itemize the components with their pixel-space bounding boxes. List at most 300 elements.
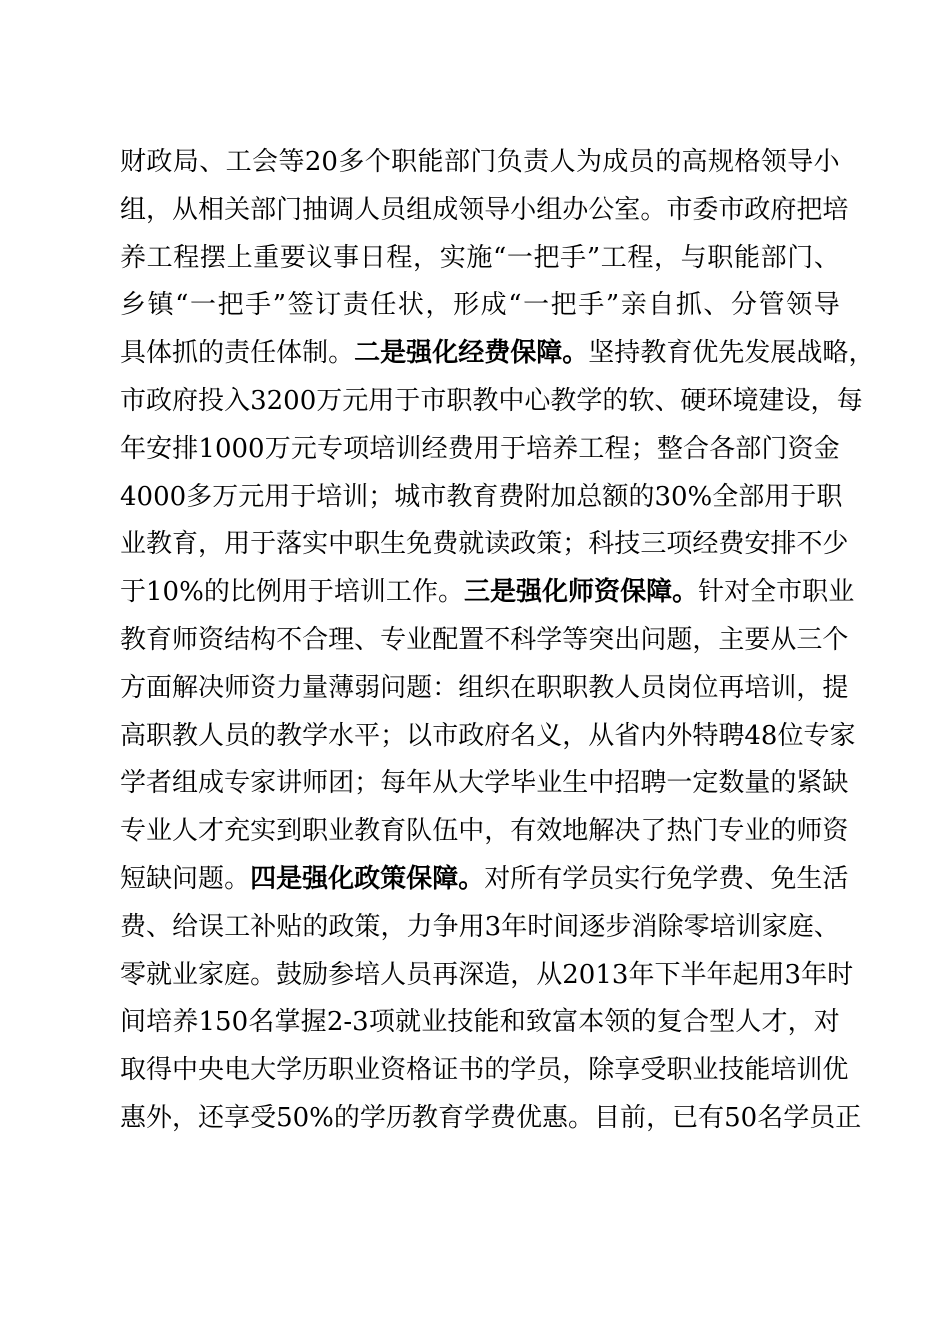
text-char: 除 <box>657 911 684 942</box>
text-char: 部 <box>443 147 470 177</box>
text-char: 取 <box>120 1055 147 1086</box>
text-char: 三 <box>796 624 823 655</box>
text-char: 年 <box>406 768 433 799</box>
bold-heading-char: 强 <box>406 338 433 369</box>
text-char: 贴 <box>276 911 303 942</box>
bold-heading-char: 经 <box>458 338 485 369</box>
text-char: 名 <box>510 720 537 751</box>
text-char: 1000 <box>198 433 265 464</box>
text-char: 培 <box>526 433 553 464</box>
text-char: 公 <box>588 194 615 225</box>
text-char: 教 <box>146 529 173 560</box>
text-char: 招 <box>614 768 641 799</box>
text-char: ， <box>510 959 537 990</box>
text-char: 、 <box>146 911 173 942</box>
text-char: 一 <box>190 290 217 321</box>
text-char: 专 <box>718 816 745 847</box>
text-char: 职 <box>816 481 843 512</box>
text-char: 名 <box>757 1102 784 1133</box>
text-char: 庭 <box>224 959 251 990</box>
text-char: 加 <box>550 481 577 512</box>
text-char: 体 <box>146 338 173 369</box>
text-char: 于 <box>307 577 334 608</box>
bold-heading-char: 是 <box>276 863 303 894</box>
text-char: 职 <box>302 816 329 847</box>
text-char: 活 <box>822 863 849 894</box>
text-char: 才 <box>198 816 225 847</box>
text-char: 庭 <box>787 911 814 942</box>
text-char: 的 <box>333 1102 360 1133</box>
text-char: ； <box>354 768 381 799</box>
text-char: 年 <box>501 911 528 942</box>
text-line <box>120 139 840 187</box>
text-char: 题 <box>666 624 693 655</box>
text-char: 用 <box>458 911 485 942</box>
text-char: 理 <box>328 624 355 655</box>
text-char: 比 <box>229 577 256 608</box>
text-char: 受 <box>250 1102 277 1133</box>
text-line <box>120 760 849 808</box>
text-char: 政 <box>146 385 173 416</box>
text-char: 资 <box>380 1055 407 1086</box>
text-char: 业 <box>406 624 433 655</box>
text-char: 科 <box>588 529 615 560</box>
text-char: 训 <box>796 1055 823 1086</box>
text-char: 专 <box>803 720 830 751</box>
text-char: 为 <box>575 147 602 177</box>
text-char: 逐 <box>579 911 606 942</box>
text-char: 养 <box>120 242 147 273</box>
bold-heading-char: 四 <box>250 863 277 894</box>
text-char: 优 <box>822 1055 849 1086</box>
text-char: 学 <box>302 720 329 751</box>
text-char: 把 <box>533 242 560 273</box>
text-char: 惠 <box>542 1102 569 1133</box>
text-char: 间 <box>120 1007 147 1038</box>
text-char: 量 <box>302 672 329 703</box>
text-char: 员 <box>406 959 433 990</box>
text-char: 元 <box>342 385 369 416</box>
text-line <box>120 856 849 904</box>
text-line <box>120 474 843 522</box>
text-char: ； <box>380 720 407 751</box>
text-char: 训 <box>342 481 369 512</box>
text-char: 央 <box>198 1055 225 1086</box>
text-char: 事 <box>333 242 360 273</box>
text-char: 力 <box>406 911 433 942</box>
text-char: ， <box>562 1055 589 1086</box>
text-char: 解 <box>588 816 615 847</box>
text-char: 人 <box>549 147 576 177</box>
text-char: 亲 <box>620 290 647 321</box>
text-char: 育 <box>380 816 407 847</box>
text-char: 师 <box>224 672 251 703</box>
text-char: 组 <box>458 672 485 703</box>
text-char: 的 <box>770 768 797 799</box>
text-char: 实 <box>439 242 466 273</box>
text-line <box>120 1095 862 1143</box>
text-char: 策 <box>354 911 381 942</box>
text-char: 部 <box>250 194 277 225</box>
text-char: 间 <box>553 911 580 942</box>
text-char: 热 <box>666 816 693 847</box>
text-char: 程 <box>173 242 200 273</box>
text-char: 培 <box>709 911 736 942</box>
bold-heading-char: 二 <box>354 338 381 369</box>
text-char: 人 <box>172 816 199 847</box>
text-char: 历 <box>302 1055 329 1086</box>
text-char: ， <box>654 242 681 273</box>
text-char: 惠 <box>120 1102 147 1133</box>
text-char: 安 <box>146 433 173 464</box>
text-char: 策 <box>536 529 563 560</box>
text-char: 持 <box>614 338 641 369</box>
text-char: 整 <box>656 433 683 464</box>
text-char: 中 <box>588 768 615 799</box>
text-char: 岗 <box>666 672 693 703</box>
text-char: 中 <box>172 1055 199 1086</box>
text-char: 任 <box>370 290 397 321</box>
text-char: 享 <box>614 1055 641 1086</box>
text-char: 短 <box>120 863 147 894</box>
text-char: 略 <box>822 338 849 369</box>
text-char: 中 <box>458 816 485 847</box>
text-char: 高 <box>681 147 708 177</box>
text-char: 2013 <box>562 959 629 990</box>
text-char: 时 <box>527 911 554 942</box>
text-char: 员 <box>224 720 251 751</box>
text-char: ， <box>425 290 452 321</box>
text-char: 一 <box>506 242 533 273</box>
text-char: “ <box>175 290 189 321</box>
text-char: 投 <box>198 385 225 416</box>
text-char: 。 <box>224 863 251 894</box>
text-char: 工 <box>224 911 251 942</box>
text-char: 总 <box>576 481 603 512</box>
text-char: 资 <box>787 433 814 464</box>
text-char: 教 <box>446 481 473 512</box>
text-char: 市 <box>776 577 803 608</box>
text-char: 境 <box>732 385 759 416</box>
bold-heading-char: 策 <box>380 863 407 894</box>
text-char: ， <box>810 385 837 416</box>
text-char: 鼓 <box>276 959 303 990</box>
text-char: 不 <box>276 624 303 655</box>
text-char: 项 <box>343 433 370 464</box>
text-char: 于 <box>290 481 317 512</box>
text-char: 门 <box>692 816 719 847</box>
text-line <box>120 1047 849 1095</box>
text-char: 得 <box>146 1055 173 1086</box>
text-char: 前 <box>620 1102 647 1133</box>
text-char: 城 <box>394 481 421 512</box>
text-char: 富 <box>552 1007 579 1038</box>
text-char: 量 <box>744 768 771 799</box>
text-char: 、 <box>813 242 840 273</box>
bold-heading-char: 。 <box>458 863 485 894</box>
text-char: 业 <box>354 1055 381 1086</box>
text-char: 组 <box>536 194 563 225</box>
text-char: 全 <box>712 481 739 512</box>
text-char: 自 <box>648 290 675 321</box>
text-line <box>120 617 849 665</box>
text-char: 2-3 <box>326 1007 369 1038</box>
text-char: 门 <box>787 242 814 273</box>
text-char: 少 <box>822 529 849 560</box>
text-char: 除 <box>588 1055 615 1086</box>
text-char: 多 <box>186 481 213 512</box>
text-char: 业 <box>744 816 771 847</box>
text-char: 以 <box>406 720 433 751</box>
text-char: 成 <box>602 147 629 177</box>
text-char: 门 <box>470 147 497 177</box>
text-char: 人 <box>354 194 381 225</box>
text-char: 内 <box>640 720 667 751</box>
bold-heading-char: 化 <box>542 577 569 608</box>
text-char: 从 <box>432 768 459 799</box>
text-char: 等 <box>562 624 589 655</box>
text-char: 抽 <box>302 194 329 225</box>
text-char: 小 <box>813 147 840 177</box>
text-char: 部 <box>738 481 765 512</box>
text-char: 外 <box>666 720 693 751</box>
text-char: 问 <box>172 863 199 894</box>
text-char: 职 <box>328 1055 355 1086</box>
text-char: 30% <box>654 481 713 512</box>
text-char: 门 <box>761 433 788 464</box>
text-char: 享 <box>224 1102 251 1133</box>
text-char: 定 <box>692 768 719 799</box>
text-char: 步 <box>605 911 632 942</box>
text-char: 有 <box>536 863 563 894</box>
text-char: 50 <box>724 1102 758 1133</box>
text-char: 金 <box>813 433 840 464</box>
text-char: 训 <box>735 911 762 942</box>
text-char: 技 <box>718 1055 745 1086</box>
text-char: 技 <box>447 1007 474 1038</box>
text-char: 造 <box>484 959 511 990</box>
text-char: 用 <box>264 481 291 512</box>
text-char: 实 <box>614 863 641 894</box>
text-char: 费 <box>432 529 459 560</box>
text-char: 位 <box>692 672 719 703</box>
text-char: 织 <box>484 672 511 703</box>
text-char: 名 <box>248 1007 275 1038</box>
text-char: 职 <box>536 672 563 703</box>
text-char: 入 <box>224 385 251 416</box>
text-char: 育 <box>437 1102 464 1133</box>
bold-heading-char: 强 <box>516 577 543 608</box>
text-char: 的 <box>655 147 682 177</box>
text-char: 员 <box>380 194 407 225</box>
text-char: 资 <box>250 672 277 703</box>
text-char: 每 <box>380 768 407 799</box>
text-char: 优 <box>516 1102 543 1133</box>
text-char: 费 <box>498 481 525 512</box>
text-char: 教 <box>172 720 199 751</box>
text-char: 团 <box>328 768 355 799</box>
text-char: 形 <box>453 290 480 321</box>
text-char: 导 <box>484 194 511 225</box>
text-char: 员 <box>809 1102 836 1133</box>
text-char: 排 <box>770 529 797 560</box>
text-char: 、 <box>354 624 381 655</box>
text-char: 手 <box>245 290 272 321</box>
text-char: 费 <box>120 911 147 942</box>
text-char: 的 <box>602 385 629 416</box>
text-char: 给 <box>172 911 199 942</box>
text-char: 实 <box>302 529 329 560</box>
text-char: 、 <box>654 385 681 416</box>
text-char: 年 <box>628 959 655 990</box>
text-char: 3 <box>784 959 802 990</box>
text-char: 软 <box>628 385 655 416</box>
text-char: 与 <box>680 242 707 273</box>
text-char: 。 <box>640 194 667 225</box>
text-char: 家 <box>829 720 856 751</box>
text-char: 能 <box>473 1007 500 1038</box>
text-char: 面 <box>146 672 173 703</box>
text-char: 建 <box>758 385 785 416</box>
text-char: 领 <box>786 290 813 321</box>
text-char: 高 <box>120 720 147 751</box>
text-char: ， <box>380 911 407 942</box>
text-char: 缺 <box>822 768 849 799</box>
text-char: 学 <box>536 624 563 655</box>
text-char: 全 <box>750 577 777 608</box>
text-char: 市 <box>420 481 447 512</box>
text-char: 平 <box>354 720 381 751</box>
text-char: 导 <box>813 290 840 321</box>
text-line <box>120 378 863 426</box>
text-char: 职 <box>446 385 473 416</box>
text-char: 就 <box>146 959 173 990</box>
text-char: 万 <box>212 481 239 512</box>
text-char: 经 <box>692 529 719 560</box>
text-char: 职 <box>562 672 589 703</box>
text-char: 年 <box>801 959 828 990</box>
text-char: 员 <box>588 863 615 894</box>
text-char: 历 <box>385 1102 412 1133</box>
text-char: 用 <box>758 959 785 990</box>
text-char: 到 <box>276 816 303 847</box>
text-char: 市 <box>666 194 693 225</box>
text-char: 从 <box>536 959 563 990</box>
text-line <box>120 904 840 952</box>
text-char: 格 <box>734 147 761 177</box>
text-char: 领 <box>458 194 485 225</box>
text-char: 补 <box>250 911 277 942</box>
bold-heading-char: 三 <box>463 577 490 608</box>
text-char: 讲 <box>276 768 303 799</box>
text-char: 每 <box>836 385 863 416</box>
text-char: 个 <box>822 624 849 655</box>
text-char: 发 <box>744 338 771 369</box>
text-char: 状 <box>397 290 424 321</box>
text-char: 职 <box>354 529 381 560</box>
text-char: 等 <box>278 147 305 177</box>
text-char: 调 <box>328 194 355 225</box>
text-char: 项 <box>368 1007 395 1038</box>
text-char: 资 <box>198 624 225 655</box>
text-char: ， <box>172 1102 199 1133</box>
text-char: 业 <box>536 768 563 799</box>
text-char: 合 <box>682 433 709 464</box>
text-char: 毕 <box>510 768 537 799</box>
text-char: 要 <box>279 242 306 273</box>
text-char: 聘 <box>718 720 745 751</box>
text-char: 责 <box>523 147 550 177</box>
text-char: 制 <box>302 338 329 369</box>
text-char: 多 <box>338 147 365 177</box>
text-char: 落 <box>276 529 303 560</box>
text-char: 4000 <box>120 481 187 512</box>
text-char: 的 <box>203 577 230 608</box>
text-char: 规 <box>708 147 735 177</box>
text-char: 复 <box>656 1007 683 1038</box>
text-char: 工 <box>385 577 412 608</box>
text-char: 展 <box>770 338 797 369</box>
text-char: 。 <box>568 1102 595 1133</box>
text-char: 不 <box>796 529 823 560</box>
text-char: 元 <box>238 481 265 512</box>
text-char: 正 <box>835 1102 862 1133</box>
text-char: 技 <box>614 529 641 560</box>
text-char: 出 <box>614 624 641 655</box>
text-char: 家 <box>761 911 788 942</box>
text-char: 育 <box>472 481 499 512</box>
text-char: 专 <box>120 816 147 847</box>
text-char: 和 <box>499 1007 526 1038</box>
text-char: 人 <box>380 959 407 990</box>
text-char: 议 <box>306 242 333 273</box>
text-char: 师 <box>302 768 329 799</box>
bold-heading-char: 。 <box>562 338 589 369</box>
text-char: 书 <box>458 1055 485 1086</box>
text-char: 养 <box>552 433 579 464</box>
text-char: 教 <box>550 385 577 416</box>
text-char: 业 <box>328 816 355 847</box>
text-char: 例 <box>255 577 282 608</box>
text-char: 作 <box>411 577 438 608</box>
text-char: 生 <box>796 863 823 894</box>
text-char: 提 <box>822 672 849 703</box>
text-char: 人 <box>614 672 641 703</box>
text-char: 地 <box>562 816 589 847</box>
text-char: 对 <box>813 1007 840 1038</box>
text-char: 成 <box>198 768 225 799</box>
text-char: 教 <box>120 624 147 655</box>
text-char: 领 <box>604 1007 631 1038</box>
text-line <box>120 235 840 283</box>
text-char: 各 <box>709 433 736 464</box>
text-char: 还 <box>198 1102 225 1133</box>
text-char: 任 <box>250 338 277 369</box>
text-char: 在 <box>510 672 537 703</box>
text-line <box>120 282 840 330</box>
bold-heading-char: 是 <box>489 577 516 608</box>
text-char: 环 <box>706 385 733 416</box>
text-char: 三 <box>640 529 667 560</box>
text-char: 资 <box>822 816 849 847</box>
text-char: 训 <box>359 577 386 608</box>
bold-heading-char: 保 <box>620 577 647 608</box>
text-line <box>120 999 840 1047</box>
text-char: 有 <box>698 1102 725 1133</box>
text-char: 培 <box>369 433 396 464</box>
text-char: 教 <box>411 1102 438 1133</box>
text-char: 证 <box>432 1055 459 1086</box>
